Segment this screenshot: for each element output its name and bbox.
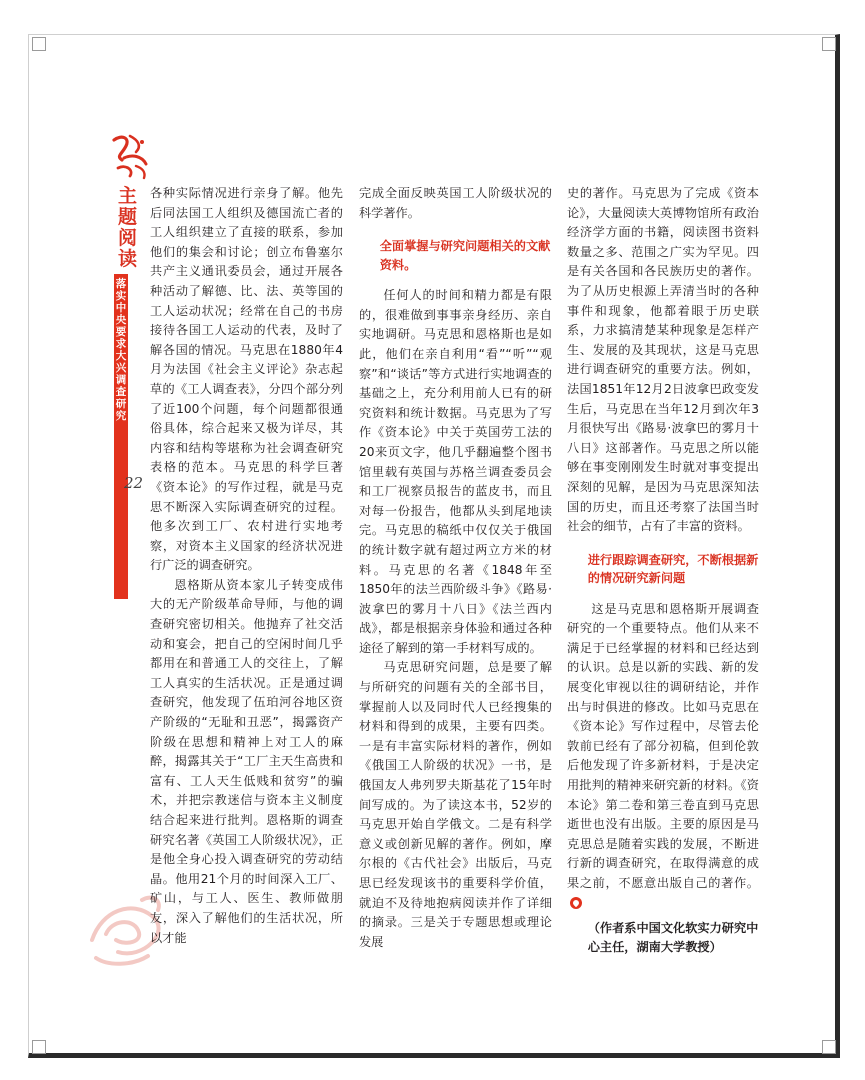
paragraph: 各种实际情况进行亲身了解。他先后同法国工人组织及德国流亡者的工人组织建立了直接的联系，参加他们的集会和讨论；创立布鲁塞尔共产主义通讯委员会，通过开展各种活动了解德、比、法、英等国的工人运动状况；经常在自己的书房接待各国工人运动的代表，及时了解各国的情况。马克思在1880年4月为法国《社会主义评论》杂志起草的《工人调查表》，分四个部分列了近100个问题，每个问题都很通俗具体，综合起来又极为详尽，其内容和结构等堪称为社会调查研究表格的范本。马克思的科学巨著《资本论》的写作过程，就是马克思不断深入实际调查研究的过程。他多次到工厂、农村进行实地考察，对资本主义国家的经济状况进行广泛的调查研究。 [150, 186, 343, 573]
section-title: 主题阅读 [118, 185, 138, 270]
subheading: 全面掌握与研究问题相关的文献资料。 [379, 239, 551, 272]
paragraph-text: 这是马克思和恩格斯开展调查研究的一个重要特点。他们从来不满足于已经掌握的材料和已经达到的认识。总是以新的实践、新的发展变化审视以往的调研结论，并作出与时俱进的修改。比如马克思在《资本论》写作过程中，尽管去伦敦前已经有了部分初稿，但到伦敦后他发现了许多新材料，于是决定用批判的精神来研究新的材料。《资本论》第二卷和第三卷直到马克思逝世也没有出版。主要的原因是马克思总是随着实践的发展，不断进行新的调查研究，在取得满意的成果之前，不愿意出版自己的著作。 [567, 601, 759, 890]
paragraph: 任何人的时间和精力都是有限的，很难做到事事亲身经历、亲自实地调研。马克思和恩格斯也是如此，他们在亲自利用“看”“听”“观察”和“谈话”等方式进行实地调查的基础之上，充分利用前人已有的研究资料和统计数据。马克思为了写作《资本论》中关于英国劳工法的20来页文字，他几乎翻遍整个图书馆里载有英国与苏格兰调查委员会和工厂视察员报告的蓝皮书，而且对每一份报告，他都从头到尾地读完。马克思的稿纸中仅仅关于俄国的统计数字就有超过两立方米的材料。马克思的名著《1848年至1850年的法兰西阶级斗争》《路易·波拿巴的雾月十八日》《法兰西内战》，都是根据亲身体验和通过各种途径了解到的第一手材料写成的。 [359, 288, 552, 655]
end-mark-icon [570, 897, 582, 909]
corner-mark [822, 37, 836, 51]
paragraph: 马克思研究问题，总是要了解与所研究的问题有关的全部书目，掌握前人以及同时代人已经搜集的材料和得到的成果，主要有四类。一是有丰富实际材料的著作，例如《俄国工人阶级的状况》一书，是俄国友人弗列罗夫斯基花了15年时间写成的。为了读这本书，52岁的马克思开始自学俄文。二是有科学意义或创新见解的著作。例如，摩尔根的《古代社会》出版后，马克思已经发现该书的重要科学价值，就迫不及待地抱病阅读并作了详细的摘录。三是关于专题思想或理论发展 [359, 660, 552, 949]
author-note: （作者系中国文化软实力研究中心主任，湖南大学教授） [587, 921, 759, 955]
page-number: 22 [124, 474, 144, 492]
brush-logo-icon [108, 130, 152, 180]
paragraph [567, 600, 759, 914]
section-banner-text: 落实中央要求 大兴调查研究 [115, 278, 127, 422]
paragraph: 恩格斯从资本家儿子转变成伟大的无产阶级革命导师，与他的调查研究密切相关。他抛弃了社交活动和宴会，把自己的空闲时间几乎都用在和普通工人的交往上，了解工人真实的生活状况。正是通过调查研究，他发现了伍珀河谷地区资产阶级的“无耻和丑恶”，揭露资产阶级在思想和精神上对工人的麻醉，揭露其关于“工厂主天生高贵和富有、工人天生低贱和贫穷”的骗术，并把宗教迷信与资本主义制度结合起来进行批判。恩格斯的调查研究名著《英国工人阶级状况》，正是他全身心投入调查研究的劳动结晶。他用21个月的时间深入工厂、矿山，与工人、医生、教师做朋友，深入了解他们的生活状况，所以才能 [150, 577, 343, 945]
article-column-1 [150, 184, 343, 948]
article-column-2 [359, 184, 552, 952]
paragraph: 完成全面反映英国工人阶级状况的科学著作。 [359, 186, 552, 220]
subheading: 进行跟踪调查研究，不断根据新的情况研究新问题 [587, 552, 759, 586]
corner-mark [822, 1040, 836, 1054]
section-banner [114, 274, 128, 599]
corner-mark [32, 1040, 46, 1054]
article-column-3 [567, 184, 759, 957]
column-logo [108, 130, 152, 180]
corner-mark [32, 37, 46, 51]
paragraph: 史的著作。马克思为了完成《资本论》，大量阅读大英博物馆所有政治经济学方面的书籍，阅读图书资料数量之多、范围之广实为罕见。四是有关各国和各民族历史的著作。为了从历史根源上弄清当时的各种事件和现象，他都着眼于历史联系，力求搞清楚某种现象是怎样产生、发展的及其现状，这是马克思进行调查研究的重要方法。例如，法国1851年12月2日波拿巴政变发生后，马克思在当年12月到次年3月很快写出《路易·波拿巴的雾月十八日》这部著作。马克思之所以能够在事变刚刚发生时就对事变提出深刻的见解，是因为马克思深知法国的历史，而且还考察了法国当时社会的细节，占有了丰富的资料。 [567, 186, 759, 534]
